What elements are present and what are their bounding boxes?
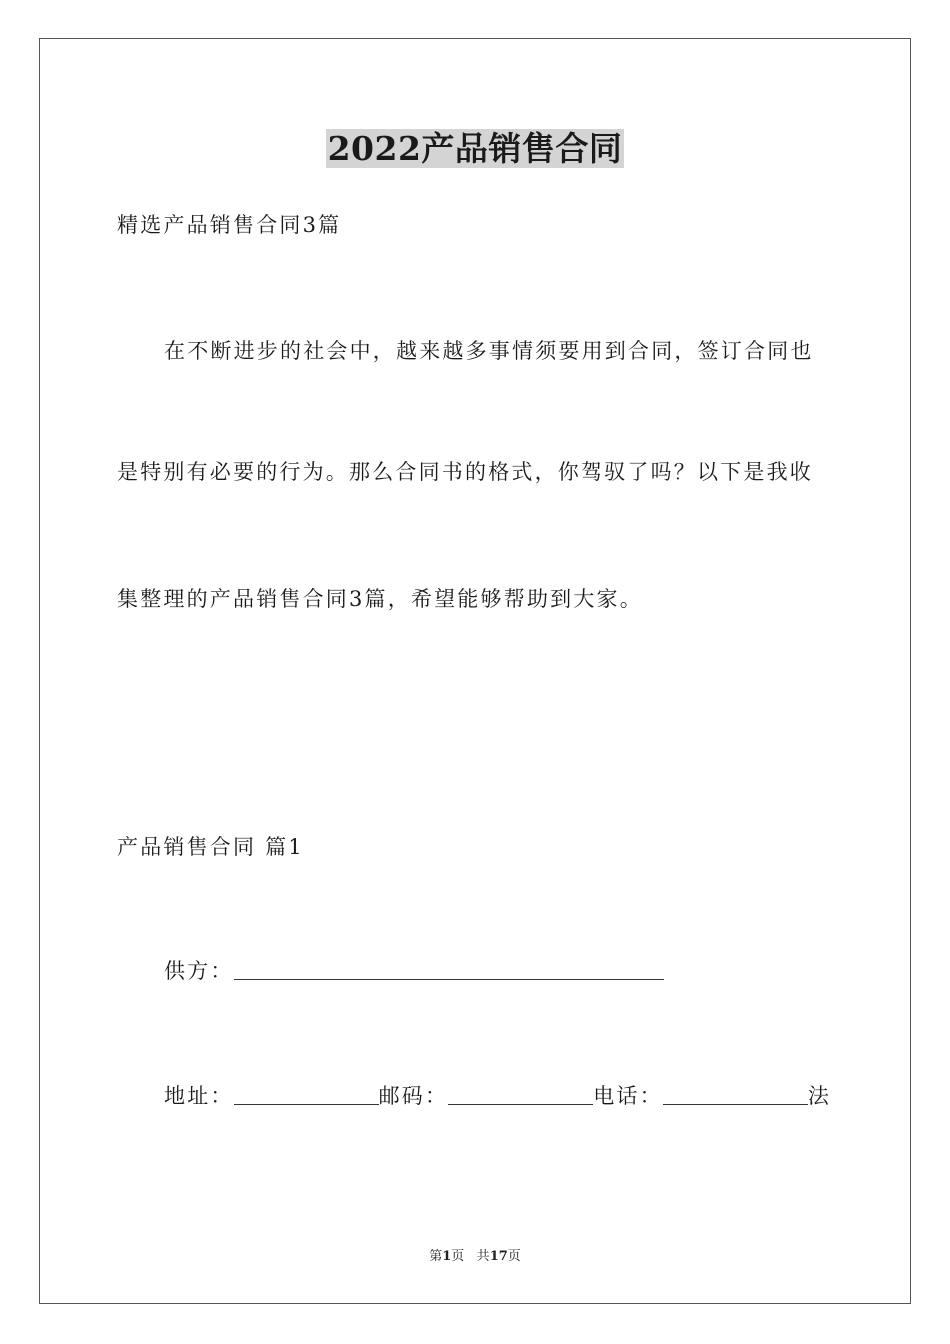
footer-total-pages: 17 — [489, 1249, 508, 1264]
footer-page-suffix: 页 — [451, 1249, 465, 1264]
postcode-blank-line — [448, 1084, 593, 1105]
address-blank-line — [234, 1084, 379, 1105]
footer-total-prefix: 共 — [476, 1249, 490, 1264]
supplier-row — [164, 956, 664, 986]
footer-page-prefix: 第 — [429, 1249, 443, 1264]
postcode-label: 邮码： — [378, 1084, 449, 1108]
page-footer — [0, 1248, 950, 1266]
contact-row — [164, 1081, 831, 1111]
document-subtitle: 精选产品销售合同3篇 — [117, 213, 342, 237]
phone-label: 电话： — [593, 1084, 663, 1108]
document-title — [0, 126, 950, 172]
footer-total-suffix: 页 — [507, 1249, 521, 1264]
legal-label: 法 — [807, 1084, 832, 1108]
intro-line-1: 在不断进步的社会中，越来越多事情须要用到合同，签订合同也 — [164, 339, 814, 363]
intro-line-3: 集整理的产品销售合同3篇，希望能够帮助到大家。 — [117, 587, 643, 611]
phone-blank-line — [663, 1084, 808, 1105]
supplier-label: 供方： — [164, 959, 234, 983]
intro-line-2: 是特别有必要的行为。那么合同书的格式，你驾驭了吗？以下是我收 — [117, 460, 813, 484]
footer-page-number: 1 — [442, 1249, 452, 1264]
section-heading: 产品销售合同 篇1 — [117, 835, 304, 859]
address-label: 地址： — [164, 1084, 234, 1108]
supplier-blank-line — [234, 959, 664, 980]
document-title-text: 2022产品销售合同 — [327, 129, 623, 168]
